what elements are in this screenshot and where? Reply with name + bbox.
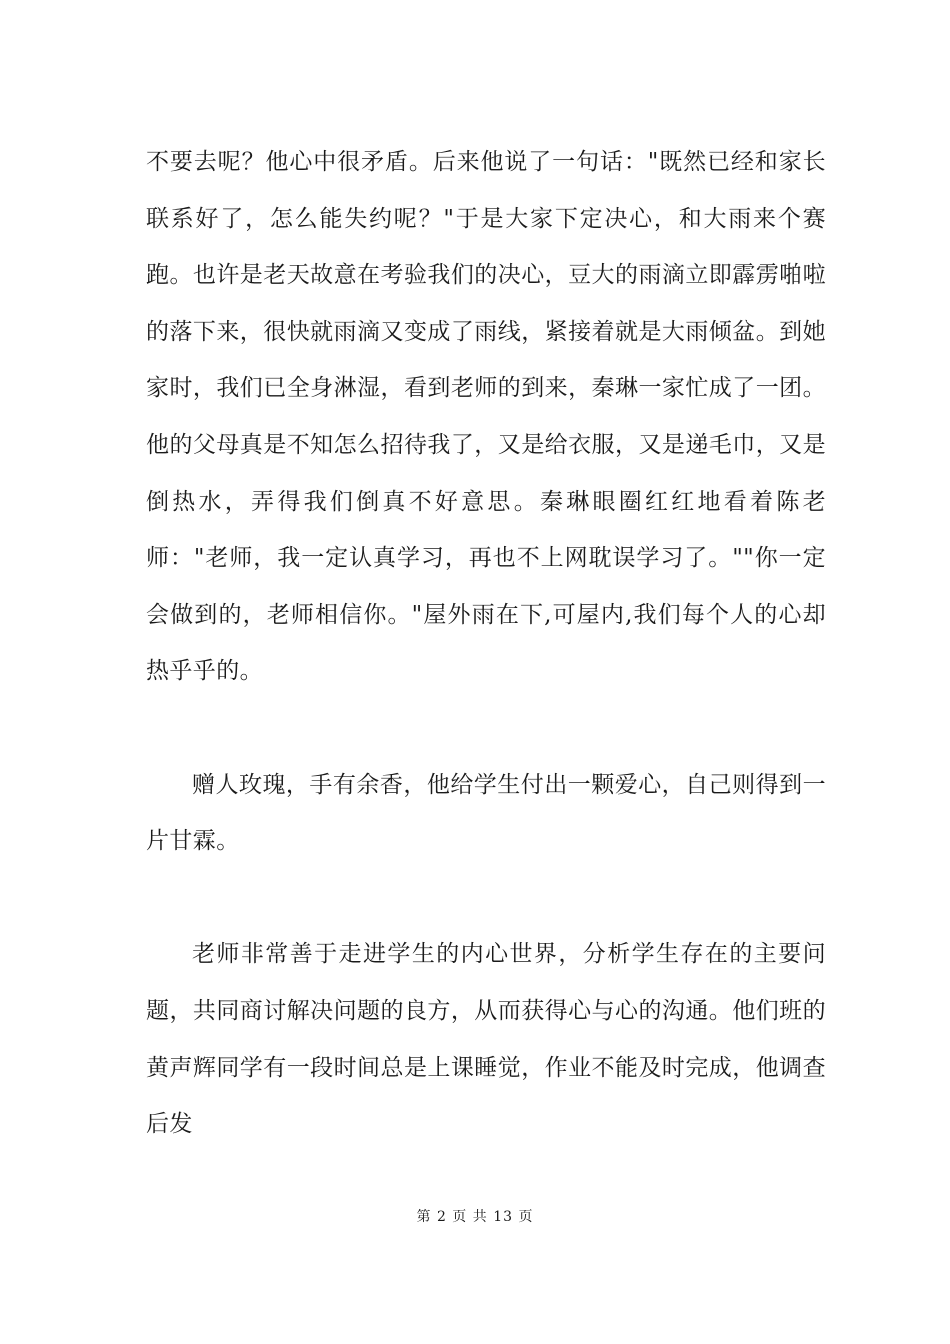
page-number-footer: 第 2 页 共 13 页 [416,1209,534,1225]
paragraph-roses: 赠人玫瑰，手有余香，他给学生付出一颗爱心，自己则得到一片甘霖。 [146,771,826,855]
paragraph-continued: 不要去呢？他心中很矛盾。后来他说了一句话："既然已经和家长联系好了，怎么能失约呢？"于是大家下定决心，和大雨来个赛跑。也许是老天故意在考验我们的决心，豆大的雨滴立即霹雳啪啦的落下来，很快就雨滴又变成了雨线，紧接着就是大雨倾盆。到她家时，我们已全身淋湿，看到老师的到来，秦琳一家忙成了一团。他的父母真是不知怎么招待我了，又是给衣服，又是递毛巾，又是倒热水，弄得我们倒真不好意思。秦琳眼圈红红地看着陈老师："老师，我一定认真学习，再也不上网耽误学习了。""你一定会做到的，老师相信你。"屋外雨在下,可屋内,我们每个人的心却热乎乎的。 [146,149,826,685]
paragraph-teacher: 老师非常善于走进学生的内心世界，分析学生存在的主要问题，共同商讨解决问题的良方，从而获得心与心的沟通。他们班的黄声辉同学有一段时间总是上课睡觉，作业不能及时完成，他调查后发 [146,941,826,1138]
document-body [146,134,826,1153]
